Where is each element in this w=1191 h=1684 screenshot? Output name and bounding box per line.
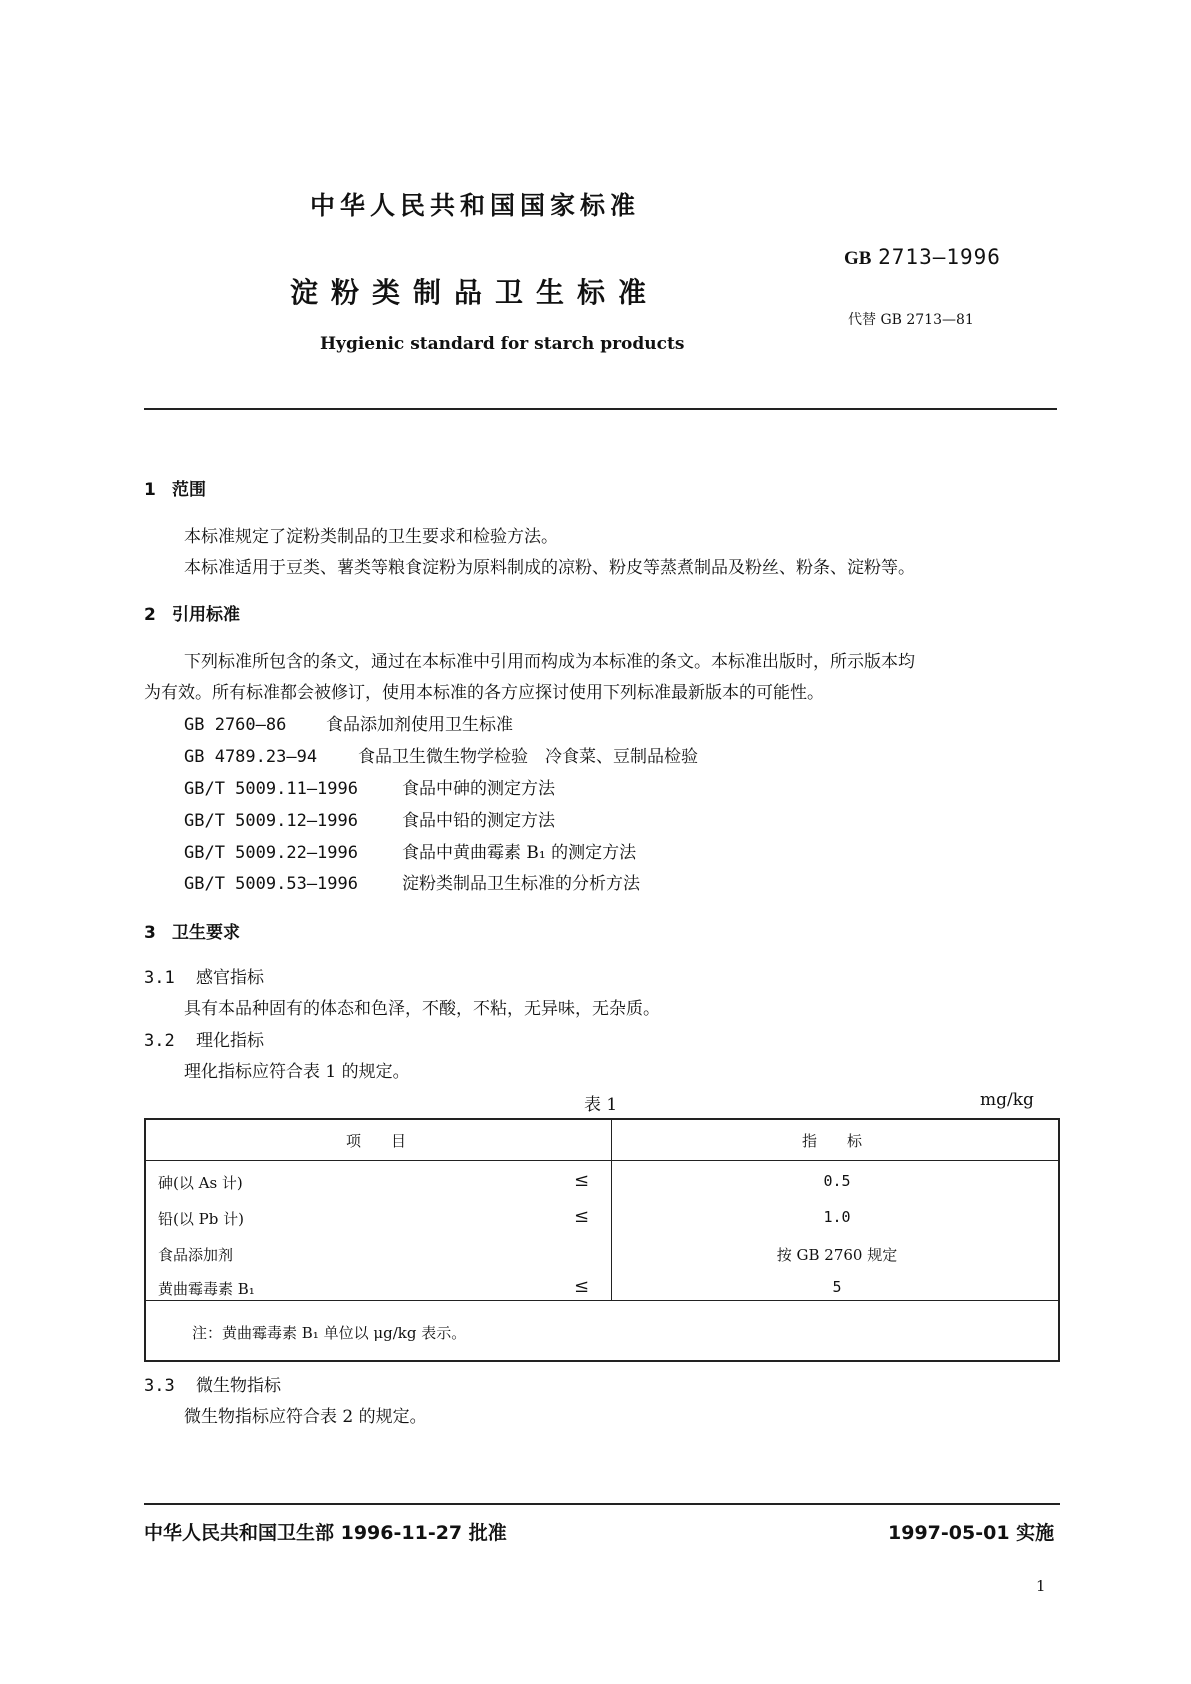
table-1 (144, 1118, 1060, 1362)
section-3-heading: 3 卫生要求 (144, 923, 240, 943)
section-2-heading: 2 引用标准 (144, 605, 240, 625)
national-standard-heading: 中华人民共和国国家标准 (310, 191, 641, 220)
header-divider (144, 408, 1057, 410)
table-header-index: 指 标 (802, 1132, 863, 1150)
table-row-operator: ≤ (574, 1206, 590, 1227)
section-1-paragraph-1: 本标准规定了淀粉类制品的卫生要求和检验方法。 (184, 527, 558, 547)
table-note: 注：黄曲霉毒素 B₁ 单位以 μg/kg 表示。 (192, 1324, 467, 1342)
table-row-operator: ≤ (574, 1276, 590, 1297)
reference-item: GB/T 5009.22—1996 食品中黄曲霉素 B₁ 的测定方法 (184, 843, 637, 863)
table-row-item: 铅(以 Pb 计) (158, 1210, 244, 1228)
standard-code-number: 2713—1996 (878, 245, 1001, 269)
standard-code-prefix: GB (844, 248, 872, 269)
section-1-paragraph-2: 本标准适用于豆类、薯类等粮食淀粉为原料制成的凉粉、粉皮等蒸煮制品及粉丝、粉条、淀粉等。 (184, 558, 915, 578)
table-header-divider (146, 1160, 1058, 1161)
section-3-1-heading: 3.1 感官指标 (144, 968, 264, 988)
footer-divider (144, 1503, 1060, 1505)
table-row-item: 食品添加剂 (158, 1246, 234, 1264)
section-2-paragraph-line-2: 为有效。所有标准都会被修订，使用本标准的各方应探讨使用下列标准最新版本的可能性。 (144, 683, 824, 703)
section-1-heading: 1 范围 (144, 480, 206, 500)
table-1-unit: mg/kg (980, 1090, 1034, 1110)
section-3-1-text: 具有本品种固有的体态和色泽，不酸，不粘，无异味，无杂质。 (184, 999, 660, 1019)
reference-item: GB/T 5009.53—1996 淀粉类制品卫生标准的分析方法 (184, 874, 640, 894)
section-3-3-text: 微生物指标应符合表 2 的规定。 (184, 1407, 427, 1427)
section-3-3-heading: 3.3 微生物指标 (144, 1376, 281, 1396)
standard-code (844, 245, 1001, 270)
table-row-operator: ≤ (574, 1170, 590, 1191)
document-title-en: Hygienic standard for starch products (320, 334, 685, 354)
table-row-item: 黄曲霉毒素 B₁ (158, 1280, 255, 1298)
section-2-paragraph-line-1: 下列标准所包含的条文，通过在本标准中引用而构成为本标准的条文。本标准出版时，所示版本均 (184, 652, 915, 672)
table-row-value: 0.5 (823, 1172, 851, 1190)
replaces-standard: 代替 GB 2713—81 (848, 312, 974, 328)
reference-item: GB/T 5009.11—1996 食品中砷的测定方法 (184, 779, 555, 799)
table-row-value: 1.0 (823, 1208, 851, 1226)
approval-line: 中华人民共和国卫生部 1996-11-27 批准 (144, 1522, 507, 1544)
document-title-cn: 淀粉类制品卫生标准 (290, 276, 660, 309)
section-3-2-heading: 3.2 理化指标 (144, 1031, 264, 1051)
table-row-item: 砷(以 As 计) (158, 1174, 243, 1192)
table-row-value: 按 GB 2760 规定 (776, 1246, 898, 1264)
reference-item: GB/T 5009.12—1996 食品中铅的测定方法 (184, 811, 555, 831)
effective-date: 1997-05-01 实施 (888, 1522, 1055, 1544)
section-3-2-text: 理化指标应符合表 1 的规定。 (184, 1062, 410, 1082)
reference-item: GB 2760—86 食品添加剂使用卫生标准 (184, 715, 513, 735)
reference-item: GB 4789.23—94 食品卫生微生物学检验 冷食菜、豆制品检验 (184, 747, 698, 767)
table-1-caption: 表 1 (584, 1095, 618, 1115)
page-number: 1 (1036, 1577, 1046, 1595)
table-header-item: 项 目 (346, 1132, 407, 1150)
table-row-value: 5 (832, 1278, 842, 1296)
table-note-divider (146, 1300, 1058, 1301)
